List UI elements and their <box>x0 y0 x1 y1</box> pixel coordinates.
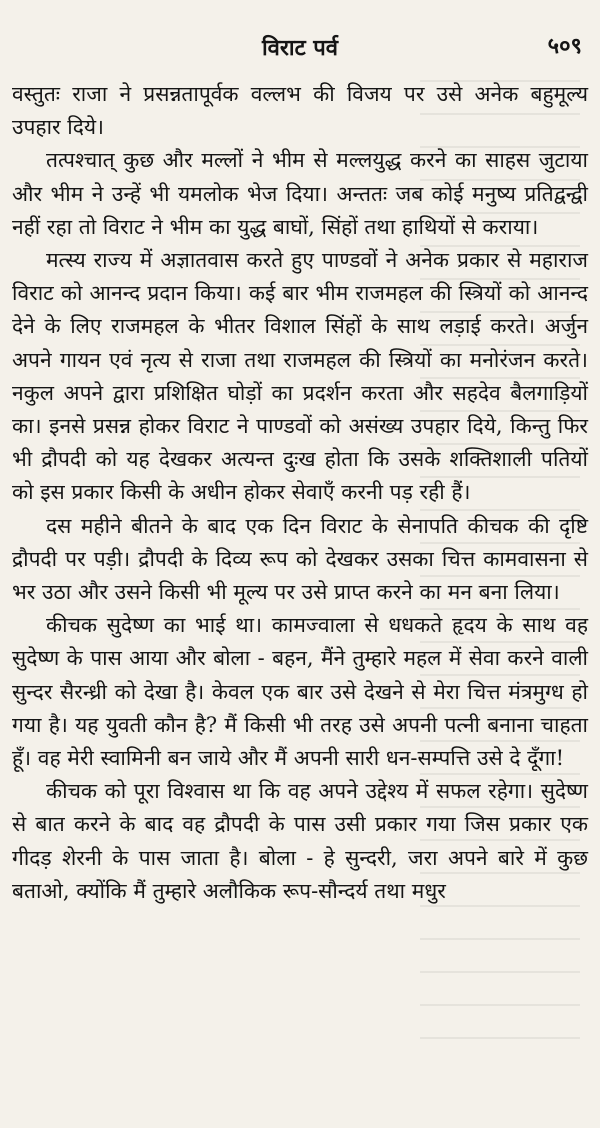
chapter-title: विराट पर्व <box>261 36 339 61</box>
page-number: ५०९ <box>547 34 582 59</box>
page-header <box>12 30 588 66</box>
page-body <box>12 78 588 908</box>
paragraph: तत्पश्चात् कुछ और मल्लों ने भीम से मल्लयुद्ध करने का साहस जुटाया और भीम ने उन्हें भी यमलोक भेज दिया। अन्ततः जब कोई मनुष्य प्रतिद्वन्द्वी नहीं रहा तो विराट ने भीम का युद्ध बाघों, सिंहों तथा हाथियों से कराया। <box>12 148 588 239</box>
paragraph: दस महीने बीतने के बाद एक दिन विराट के सेनापति कीचक की दृष्टि द्रौपदी पर पड़ी। द्रौपदी के दिव्य रूप को देखकर उसका चित्त कामवासना से भर उठा और उसने किसी भी मूल्य पर उसे प्राप्त करने का मन बना लिया। <box>12 513 588 605</box>
paragraph: वस्तुतः राजा ने प्रसन्नतापूर्वक वल्लभ की विजय पर उसे अनेक बहुमूल्य उपहार दिये। <box>12 82 588 140</box>
paragraph: मत्स्य राज्य में अज्ञातवास करते हुए पाण्डवों ने अनेक प्रकार से महाराज विराट को आनन्द प्रदान किया। कई बार भीम राजमहल की स्त्रियों को आनन्द देने के लिए राजमहल के भीतर विशाल सिंहों के साथ लड़ाई करते। अर्जुन अपने गायन एवं नृत्य से राजा तथा राजमहल की स्त्रियों का मनोरंजन करते। नकुल अपने द्वारा प्रशिक्षित घोड़ों का प्रदर्शन करता और सहदेव बैलगाड़ियों का। इनसे प्रसन्न होकर विराट ने पाण्डवों को असंख्य उपहार दिये, किन्तु फिर भी द्रौपदी को यह देखकर अत्यन्त दुःख होता कि उसके शक्तिशाली पतियों को इस प्रकार किसी के अधीन होकर सेवाएँ करनी पड़ रही हैं। <box>12 248 588 505</box>
paragraph: कीचक सुदेष्ण का भाई था। कामज्वाला से धधकते हृदय के साथ वह सुदेष्ण के पास आया और बोला - बहन, मैंने तुम्हारे महल में सेवा करने वाली सुन्दर सैरन्ध्री को देखा है। केवल एक बार उसे देखने से मेरा चित्त मंत्रमुग्ध हो गया है। यह युवती कौन है? मैं किसी भी तरह उसे अपनी पत्नी बनाना चाहता हूँ। वह मेरी स्वामिनी बन जाये और मैं अपनी सारी धन-सम्पत्ति उसे दे दूँगा! <box>12 613 588 771</box>
paragraph: कीचक को पूरा विश्वास था कि वह अपने उद्देश्य में सफल रहेगा। सुदेष्ण से बात करने के बाद वह द्रौपदी के पास उसी प्रकार गया जिस प्रकार एक गीदड़ शेरनी के पास जाता है। बोला - हे सुन्दरी, जरा अपने बारे में कुछ बताओ, क्योंकि मैं तुम्हारे अलौकिक रूप-सौन्दर्य तथा मधुर <box>12 779 588 903</box>
